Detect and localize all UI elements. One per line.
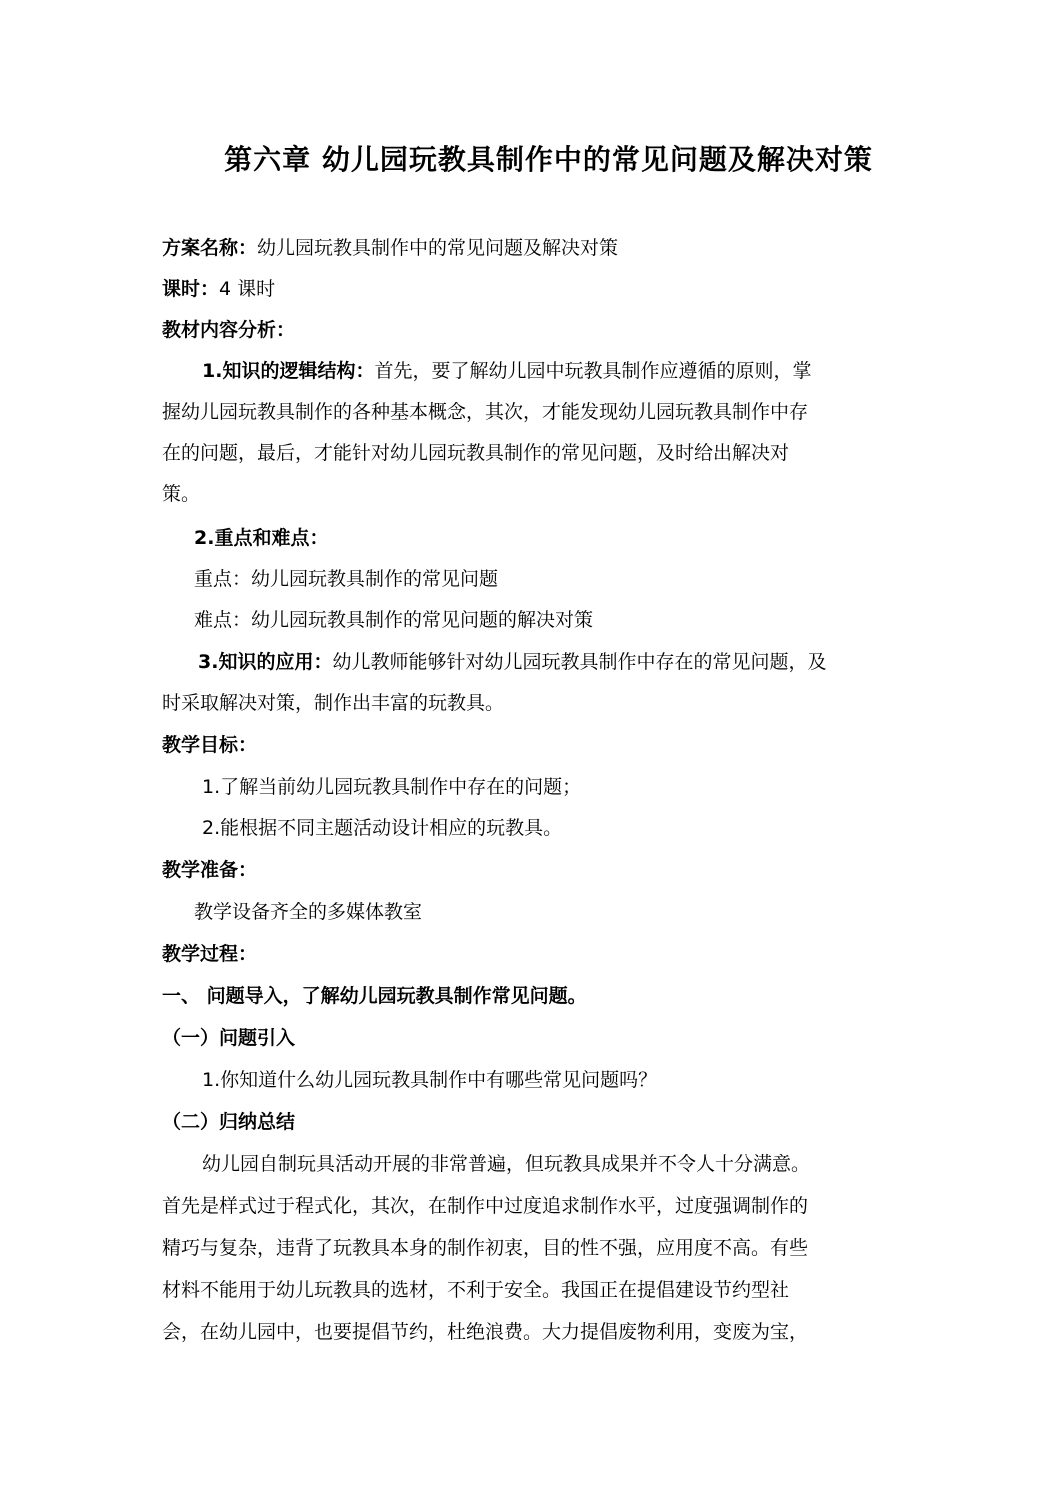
item1-line-4: 策。 bbox=[162, 483, 201, 505]
difficult-point: 难点：幼儿园玩教具制作的常见问题的解决对策 bbox=[194, 609, 594, 631]
item3-label: 3.知识的应用： bbox=[198, 651, 333, 673]
sub2-line-3: 精巧与复杂，违背了玩教具本身的制作初衷，目的性不强，应用度不高。有些 bbox=[162, 1237, 809, 1259]
plan-name-line bbox=[162, 235, 618, 261]
teaching-prep-heading: 教学准备： bbox=[162, 859, 258, 881]
item2-label: 2.重点和难点： bbox=[194, 527, 329, 549]
plan-name-value: 幼儿园玩教具制作中的常见问题及解决对策 bbox=[257, 237, 619, 259]
item3-line-2: 时采取解决对策，制作出丰富的玩教具。 bbox=[162, 692, 505, 714]
class-hours-value: 4 课时 bbox=[219, 278, 276, 300]
content-analysis-heading: 教材内容分析： bbox=[162, 319, 296, 341]
sub2-line-1: 幼儿园自制玩具活动开展的非常普遍，但玩教具成果并不令人十分满意。 bbox=[202, 1153, 811, 1175]
sub2-heading: （二）归纳总结 bbox=[162, 1111, 296, 1133]
item3-text-1: 幼儿教师能够针对幼儿园玩教具制作中存在的常见问题，及 bbox=[332, 651, 827, 673]
item1-label: 1.知识的逻辑结构： bbox=[202, 360, 375, 382]
key-point: 重点：幼儿园玩教具制作的常见问题 bbox=[194, 568, 499, 590]
class-hours-line bbox=[162, 276, 275, 302]
sub1-text: 1.你知道什么幼儿园玩教具制作中有哪些常见问题吗？ bbox=[202, 1069, 658, 1091]
sub1-heading: （一）问题引入 bbox=[162, 1027, 296, 1049]
teaching-goals-heading: 教学目标： bbox=[162, 734, 258, 756]
plan-name-label: 方案名称： bbox=[162, 237, 258, 259]
process-section-1: 一、 问题导入，了解幼儿园玩教具制作常见问题。 bbox=[162, 985, 587, 1007]
class-hours-label: 课时： bbox=[162, 278, 220, 300]
item1-line-3: 在的问题，最后，才能针对幼儿园玩教具制作的常见问题，及时给出解决对 bbox=[162, 442, 790, 464]
item1-line-1 bbox=[202, 358, 811, 384]
teaching-prep-text: 教学设备齐全的多媒体教室 bbox=[194, 901, 423, 923]
goal-item-1: 1.了解当前幼儿园玩教具制作中存在的问题； bbox=[202, 776, 582, 798]
sub2-line-5: 会，在幼儿园中，也要提倡节约，杜绝浪费。大力提倡废物利用，变废为宝， bbox=[162, 1321, 809, 1343]
sub2-line-4: 材料不能用于幼儿玩教具的选材，不利于安全。我国正在提倡建设节约型社 bbox=[162, 1279, 790, 1301]
sub2-line-2: 首先是样式过于程式化，其次，在制作中过度追求制作水平，过度强调制作的 bbox=[162, 1195, 809, 1217]
chapter-title: 第六章 幼儿园玩教具制作中的常见问题及解决对策 bbox=[224, 143, 873, 176]
item3-line-1 bbox=[198, 649, 826, 675]
item1-line-2: 握幼儿园玩教具制作的各种基本概念，其次，才能发现幼儿园玩教具制作中存 bbox=[162, 401, 809, 423]
item1-text-1: 首先，要了解幼儿园中玩教具制作应遵循的原则，掌 bbox=[374, 360, 812, 382]
goal-item-2: 2.能根据不同主题活动设计相应的玩教具。 bbox=[202, 817, 563, 839]
teaching-process-heading: 教学过程： bbox=[162, 943, 258, 965]
